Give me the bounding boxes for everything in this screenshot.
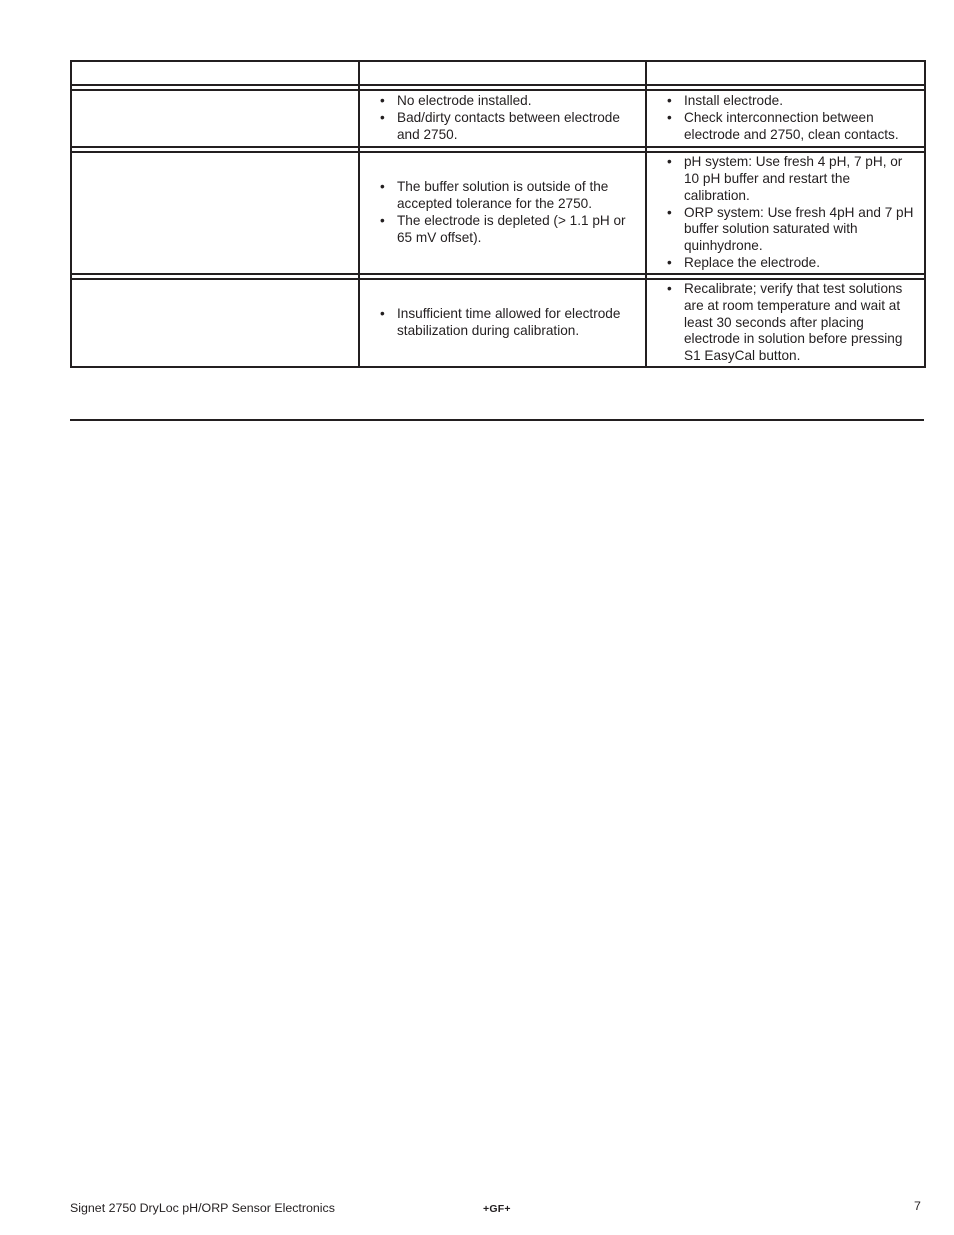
solution-list	[647, 93, 924, 143]
solution-cell	[646, 152, 925, 274]
header-cell-cause	[359, 61, 646, 85]
problem-cell	[71, 279, 359, 367]
list-item: • ORP system: Use fresh 4pH and 7 pH buffer solution saturated with quinhydrone.	[647, 205, 916, 255]
list-item: • No electrode installed.	[360, 93, 637, 110]
cause-list	[360, 179, 645, 246]
footer-page-number: 7	[914, 1199, 921, 1213]
list-item: • The buffer solution is outside of the accepted tolerance for the 2750.	[360, 179, 637, 213]
table-row	[71, 279, 925, 367]
cause-list	[360, 93, 645, 143]
header-cell-problem	[71, 61, 359, 85]
list-item: • Replace the electrode.	[647, 255, 916, 272]
list-item: • Install electrode.	[647, 93, 916, 110]
table-header-row	[71, 61, 925, 85]
list-item: • Recalibrate; verify that test solutions are at room temperature and wait at least 30 seconds after placing electrode in solution before pressing S1 EasyCal button.	[647, 281, 916, 365]
problem-cell	[71, 90, 359, 147]
footer-document-title: Signet 2750 DryLoc pH/ORP Sensor Electronics	[70, 1201, 335, 1215]
solution-list	[647, 154, 924, 272]
section-divider	[70, 419, 924, 421]
problem-cell	[71, 152, 359, 274]
solution-cell	[646, 279, 925, 367]
cause-cell	[359, 279, 646, 367]
table-row	[71, 90, 925, 147]
list-item: • pH system: Use fresh 4 pH, 7 pH, or 10 pH buffer and restart the calibration.	[647, 154, 916, 204]
header-cell-solution	[646, 61, 925, 85]
list-item: • The electrode is depleted (> 1.1 pH or 65 mV offset).	[360, 213, 637, 247]
cause-cell	[359, 90, 646, 147]
footer-gf-logo: +GF+	[483, 1203, 511, 1215]
list-item: • Check interconnection between electrode and 2750, clean contacts.	[647, 110, 916, 144]
troubleshooting-table	[70, 60, 926, 368]
solution-cell	[646, 90, 925, 147]
solution-list	[647, 281, 924, 365]
table-row	[71, 152, 925, 274]
list-item: • Insufficient time allowed for electrode stabilization during calibration.	[360, 306, 637, 340]
list-item: • Bad/dirty contacts between electrode and 2750.	[360, 110, 637, 144]
cause-cell	[359, 152, 646, 274]
cause-list	[360, 306, 645, 340]
